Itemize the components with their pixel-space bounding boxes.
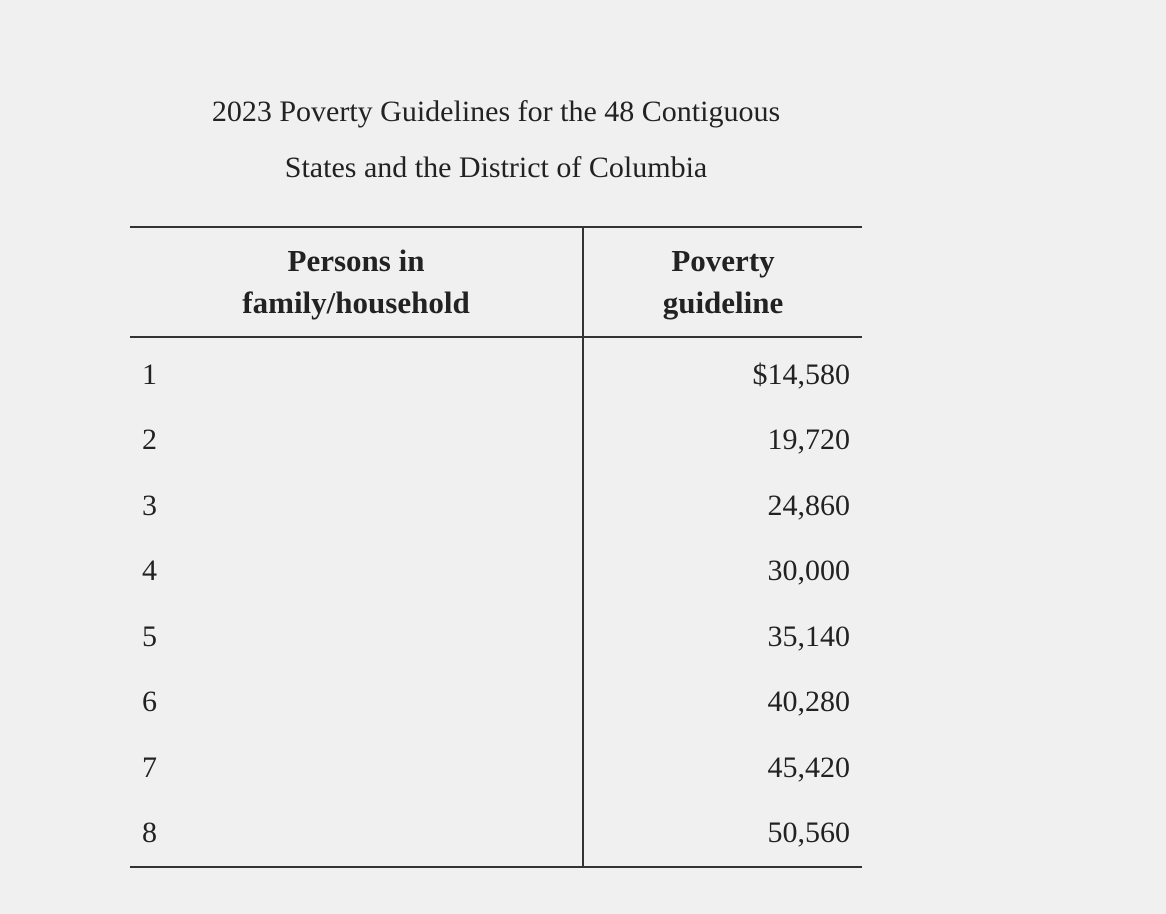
header-guideline-line-2: guideline xyxy=(662,285,784,320)
guideline-cell: 24,860 xyxy=(767,488,850,522)
persons-cell: 5 xyxy=(130,604,583,670)
header-guideline-line-1: Poverty xyxy=(671,243,775,278)
table-row xyxy=(130,735,862,801)
header-persons xyxy=(130,227,583,337)
persons-cell: 2 xyxy=(130,408,583,474)
guideline-cell: 35,140 xyxy=(767,619,850,653)
table-caption xyxy=(130,84,862,196)
table-row xyxy=(130,604,862,670)
persons-cell: 8 xyxy=(130,801,583,868)
persons-cell: 4 xyxy=(130,539,583,605)
guideline-cell: $14,580 xyxy=(752,357,850,391)
persons-cell: 6 xyxy=(130,670,583,736)
table-row xyxy=(130,473,862,539)
guideline-cell: 50,560 xyxy=(767,816,850,850)
header-persons-line-1: Persons in xyxy=(287,243,425,278)
persons-cell: 3 xyxy=(130,473,583,539)
table-body xyxy=(130,337,862,867)
table-row xyxy=(130,408,862,474)
table-header xyxy=(130,227,862,337)
persons-cell: 7 xyxy=(130,735,583,801)
table-row xyxy=(130,801,862,868)
table-row xyxy=(130,539,862,605)
header-row xyxy=(130,227,862,337)
header-guideline xyxy=(583,227,862,337)
header-persons-line-2: family/household xyxy=(242,285,470,320)
poverty-guidelines-table xyxy=(130,226,862,868)
caption-line-1: 2023 Poverty Guidelines for the 48 Contiguous xyxy=(211,95,781,128)
guideline-cell: 45,420 xyxy=(767,750,850,784)
persons-cell: 1 xyxy=(130,337,583,408)
table-row xyxy=(130,337,862,408)
guideline-cell: 30,000 xyxy=(767,554,850,588)
guideline-cell: 19,720 xyxy=(767,423,850,457)
table-row xyxy=(130,670,862,736)
caption-line-2: States and the District of Columbia xyxy=(284,151,708,184)
guideline-cell: 40,280 xyxy=(767,685,850,719)
